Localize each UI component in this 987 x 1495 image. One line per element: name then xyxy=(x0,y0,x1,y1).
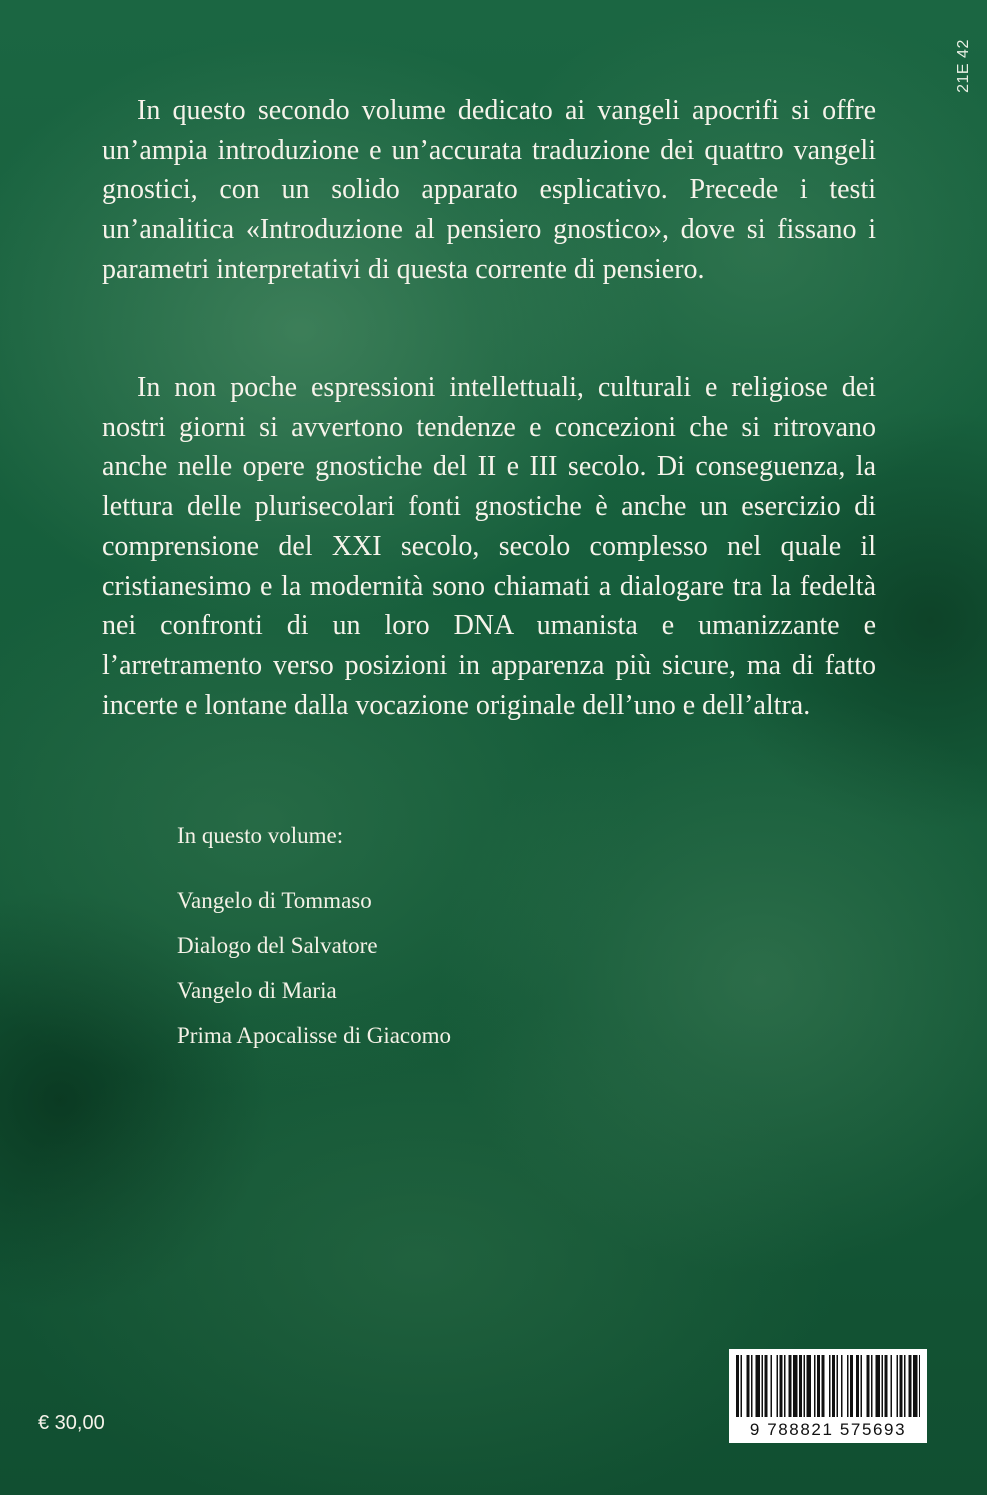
barcode-bar xyxy=(919,1355,920,1417)
barcode-bar xyxy=(741,1355,743,1417)
volume-contents xyxy=(177,818,677,1058)
barcode-bar xyxy=(900,1355,903,1417)
barcode-bar xyxy=(837,1355,839,1417)
barcode-bar xyxy=(841,1355,843,1417)
contents-item: Prima Apocalisse di Giacomo xyxy=(177,1023,452,1048)
barcode-bar xyxy=(829,1355,831,1417)
barcode-bar xyxy=(751,1355,753,1417)
barcode-bars xyxy=(736,1355,920,1417)
barcode-bar xyxy=(891,1355,893,1417)
barcode-bar xyxy=(847,1355,849,1417)
barcode-bar xyxy=(882,1355,884,1417)
barcode-bar xyxy=(784,1355,786,1417)
barcode-bar xyxy=(867,1355,870,1417)
barcode-bar xyxy=(909,1355,912,1417)
barcode-bar xyxy=(804,1355,806,1417)
contents-heading: In questo volume: xyxy=(177,823,344,848)
barcode-bar xyxy=(885,1355,888,1417)
barcode-bar xyxy=(807,1355,812,1417)
barcode-bar xyxy=(832,1355,835,1417)
barcode xyxy=(729,1349,927,1443)
barcode-bar xyxy=(822,1355,825,1417)
barcode-bar xyxy=(913,1355,918,1417)
barcode-digits: 9 788821 575693 xyxy=(749,1420,907,1439)
barcode-bar xyxy=(765,1355,768,1417)
barcode-bar xyxy=(736,1355,739,1417)
barcode-bar xyxy=(793,1355,798,1417)
barcode-bar xyxy=(789,1355,792,1417)
blurb-paragraph-2: In non poche espressioni intellettuali, culturali e religiose dei nostri giorni si avvertono tendenze e concezioni che si ritrovano anche nelle opere gnostiche del II e III secolo. Di conseguenza, la lettura delle plurisecolari fonti gnostiche è anche un esercizio di comprensione del XXI secolo, secolo complesso nel quale il cristianesimo e la modernità sono chiamati a dialogare tra la fedeltà nei confronti di un loro DNA umanista e umanizzante e l’arretramento verso posizioni in apparenza più sicure, ma di fatto incerte e lontane dalla vocazione originale dell’uno e dell’altra. xyxy=(102,372,876,721)
contents-item: Dialogo del Salvatore xyxy=(177,933,378,958)
barcode-bar xyxy=(850,1355,853,1417)
barcode-bar xyxy=(814,1355,816,1417)
price-label: € 30,00 xyxy=(38,1412,105,1434)
blurb-paragraph-1: In questo secondo volume dedicato ai vangeli apocrifi si offre un’ampia introduzione e un’accurata traduzione dei quattro vangeli gnostici, con un solido apparato esplicativo. Precede i testi un’analitica «Introduzione al pensiero gnostico», dove si fissano i parametri interpretativi di questa corrente di pensiero. xyxy=(102,95,876,285)
barcode-bar xyxy=(897,1355,899,1417)
barcode-bar xyxy=(871,1355,873,1417)
barcode-bar xyxy=(799,1355,802,1417)
barcode-bar xyxy=(747,1355,750,1417)
barcode-bar xyxy=(817,1355,820,1417)
barcode-bar xyxy=(777,1355,779,1417)
barcode-bar xyxy=(861,1355,863,1417)
barcode-bar xyxy=(771,1355,773,1417)
contents-item: Vangelo di Tommaso xyxy=(177,888,372,913)
barcode-bar xyxy=(762,1355,764,1417)
barcode-bar xyxy=(876,1355,881,1417)
barcode-bar xyxy=(856,1355,859,1417)
barcode-bar xyxy=(780,1355,783,1417)
catalog-code xyxy=(944,34,984,98)
contents-list xyxy=(177,878,677,1058)
barcode-bar xyxy=(756,1355,761,1417)
barcode-bar xyxy=(904,1355,906,1417)
contents-item: Vangelo di Maria xyxy=(177,978,337,1003)
catalog-code-text: 21E 42 xyxy=(955,39,972,93)
